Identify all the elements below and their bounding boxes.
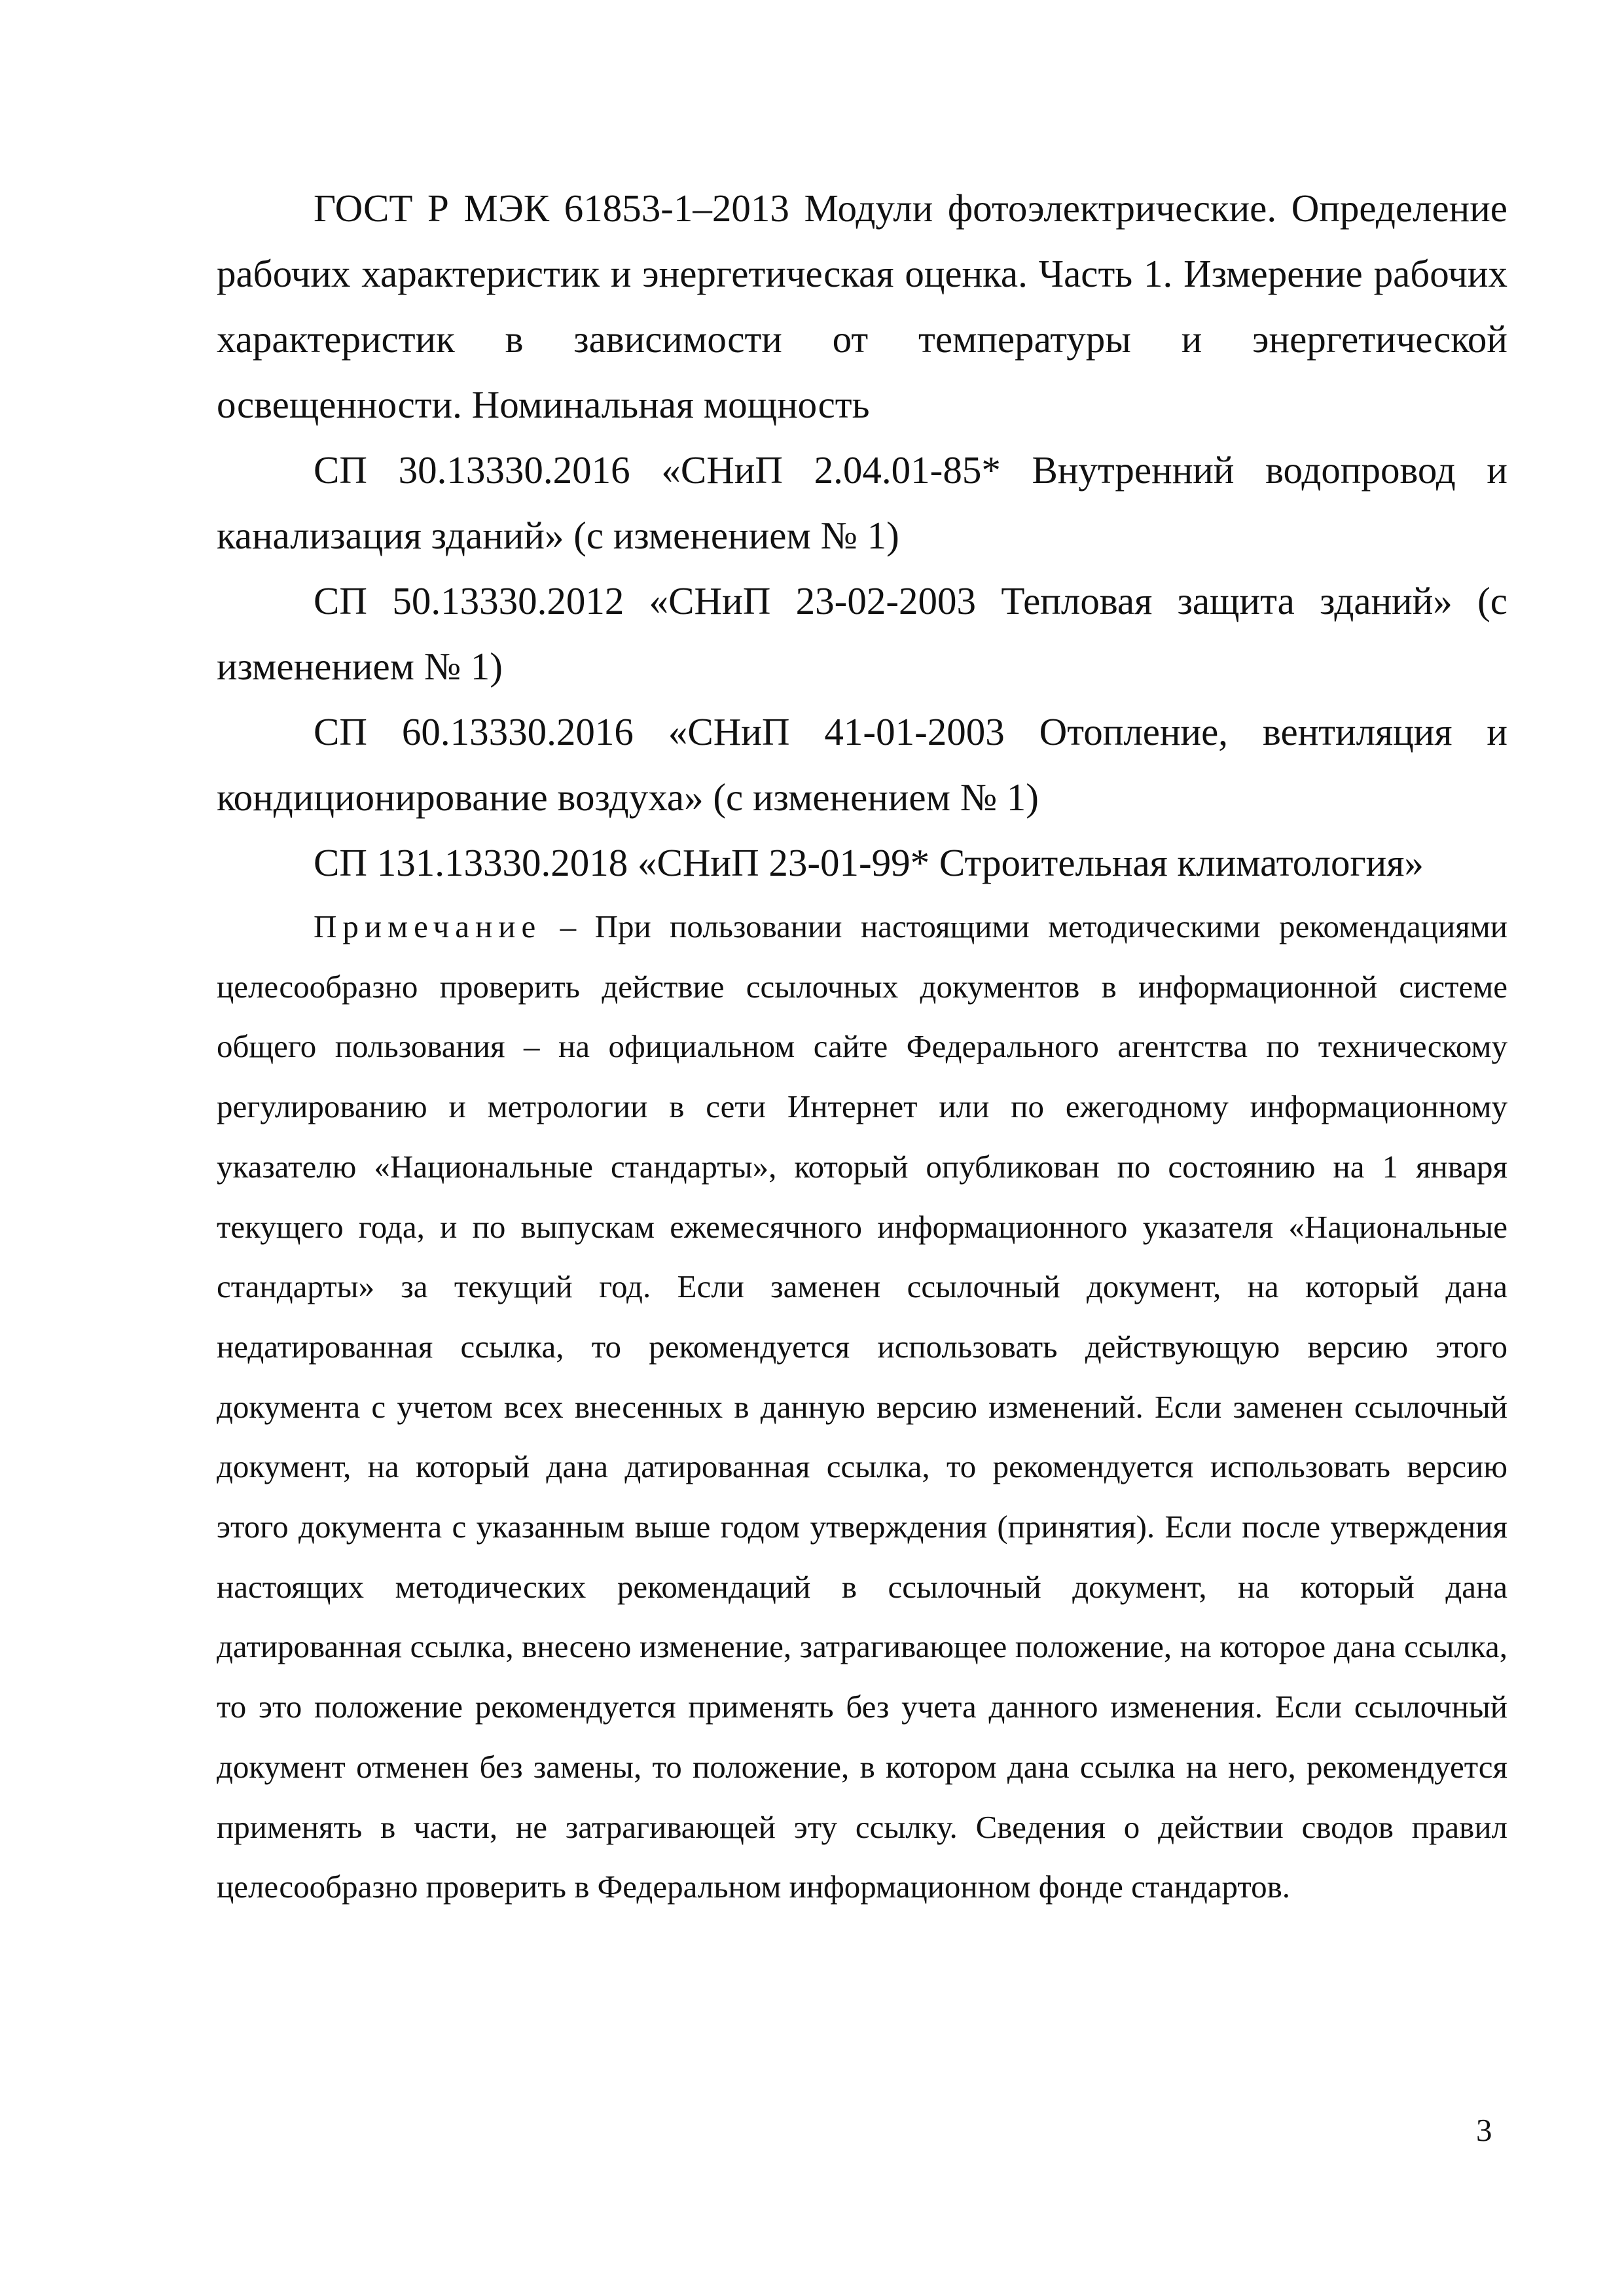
reference-sp-60: СП 60.13330.2016 «СНиП 41-01-2003 Отопление, вентиляция и кондиционирование воздуха» (с изменением № 1): [217, 710, 1507, 819]
note-paragraph: [217, 897, 1507, 1917]
reference-sp-50: СП 50.13330.2012 «СНиП 23-02-2003 Тепловая защита зданий» (с изменением № 1): [217, 579, 1507, 688]
note-label: Примечание: [314, 908, 542, 944]
note-text: – При пользовании настоящими методическими рекомендациями целесообразно проверить действие ссылочных документов в информационной системе общего пользования – на официальном сайте Федерального агентства по техническому регулированию и метрологии в сети Интернет или по ежегодному информационному указателю «Национальные стандарты», который опубликован по состоянию на 1 января текущего года, и по выпускам ежемесячного информационного указателя «Национальные стандарты» за текущий год. Если заменен ссылочный документ, на который дана недатированная ссылка, то рекомендуется использовать действующую версию этого документа с учетом всех внесенных в данную версию изменений. Если заменен ссылочный документ, на который дана датированная ссылка, то рекомендуется использовать версию этого документа с указанным выше годом утверждения (принятия). Если после утверждения настоящих методических рекомендаций в ссылочный документ, на который дана датированная ссылка, внесено изменение, затрагивающее положение, на которое дана ссылка, то это положение рекомендуется применять без учета данного изменения. Если ссылочный документ отменен без замены, то положение, в котором дана ссылка на него, рекомендуется применять в части, не затрагивающей эту ссылку. Сведения о действии сводов правил целесообразно проверить в Федеральном информационном фонде стандартов.: [217, 908, 1507, 1905]
normative-references-section: [217, 175, 1507, 1917]
reference-gost-iec-61853: ГОСТ Р МЭК 61853-1–2013 Модули фотоэлектрические. Определение рабочих характеристик и энергетическая оценка. Часть 1. Измерение рабочих характеристик в зависимости от температуры и энергетической освещенности. Номинальная мощность: [217, 187, 1507, 426]
reference-sp-131: СП 131.13330.2018 «СНиП 23-01-99* Строительная климатология»: [314, 841, 1424, 884]
reference-sp-30: СП 30.13330.2016 «СНиП 2.04.01-85* Внутренний водопровод и канализация зданий» (с изменением № 1): [217, 448, 1507, 557]
page-number: 3: [1476, 2112, 1492, 2148]
